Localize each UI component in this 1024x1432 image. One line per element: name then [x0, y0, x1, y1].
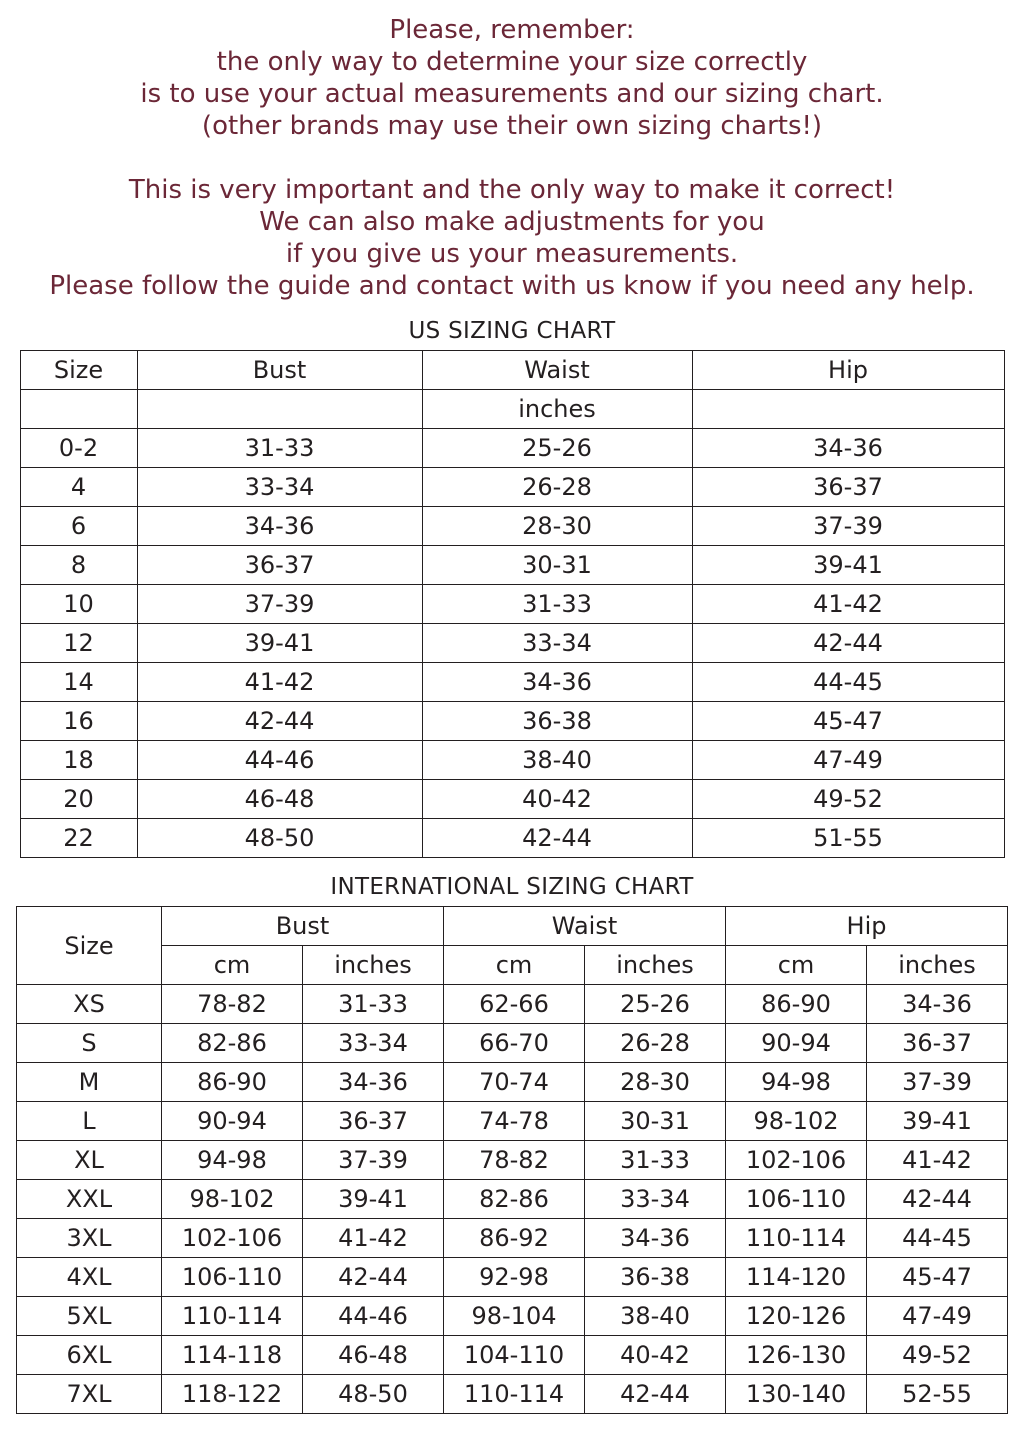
us-cell-size: 18	[20, 741, 137, 780]
us-cell-value: 48-50	[137, 819, 422, 858]
us-header-waist: Waist	[422, 351, 692, 390]
table-row	[16, 985, 1007, 1024]
intl-cell-value: 38-40	[584, 1297, 725, 1336]
intl-cell-value: 48-50	[302, 1375, 443, 1414]
intl-cell-value: 102-106	[161, 1219, 302, 1258]
intro-spacer	[0, 142, 1024, 174]
intl-cell-value: 102-106	[726, 1141, 867, 1180]
intl-cell-value: 74-78	[443, 1102, 584, 1141]
intl-cell-value: 62-66	[443, 985, 584, 1024]
intl-cell-value: 44-46	[302, 1297, 443, 1336]
intl-cell-value: 44-45	[867, 1219, 1008, 1258]
us-cell-value: 25-26	[422, 429, 692, 468]
intl-header-waist: Waist	[443, 907, 725, 946]
us-cell-value: 45-47	[692, 702, 1004, 741]
intl-cell-value: 36-37	[867, 1024, 1008, 1063]
us-sizing-table	[20, 350, 1005, 858]
intro-line: (other brands may use their own sizing charts!)	[201, 111, 823, 141]
table-row	[16, 1141, 1007, 1180]
us-cell-value: 42-44	[422, 819, 692, 858]
table-row	[20, 585, 1004, 624]
us-cell-size: 8	[20, 546, 137, 585]
us-cell-value: 31-33	[137, 429, 422, 468]
us-header-hip: Hip	[692, 351, 1004, 390]
intl-unit-hip-inches: inches	[867, 946, 1008, 985]
intl-chart-title: INTERNATIONAL SIZING CHART	[330, 874, 694, 900]
table-row	[20, 507, 1004, 546]
intl-header-hip: Hip	[726, 907, 1008, 946]
intl-cell-value: 98-102	[161, 1180, 302, 1219]
intl-cell-size: M	[16, 1063, 161, 1102]
intl-header-size: Size	[16, 907, 161, 985]
intl-cell-value: 41-42	[867, 1141, 1008, 1180]
intl-cell-value: 94-98	[161, 1141, 302, 1180]
us-unit-inches: inches	[422, 390, 692, 429]
intl-cell-value: 110-114	[726, 1219, 867, 1258]
us-cell-value: 26-28	[422, 468, 692, 507]
table-row	[20, 546, 1004, 585]
intl-cell-value: 40-42	[584, 1336, 725, 1375]
intl-table-unit-header-row	[16, 946, 1007, 985]
intro-line: This is very important and the only way to make it correct!	[128, 175, 896, 205]
us-cell-value: 31-33	[422, 585, 692, 624]
us-cell-size: 22	[20, 819, 137, 858]
us-cell-size: 4	[20, 468, 137, 507]
us-cell-value: 44-46	[137, 741, 422, 780]
us-cell-value: 33-34	[422, 624, 692, 663]
table-row	[20, 624, 1004, 663]
us-cell-size: 12	[20, 624, 137, 663]
us-cell-value: 30-31	[422, 546, 692, 585]
international-sizing-table	[16, 906, 1008, 1414]
us-cell-size: 6	[20, 507, 137, 546]
intl-cell-value: 66-70	[443, 1024, 584, 1063]
intl-cell-value: 86-90	[726, 985, 867, 1024]
intl-unit-hip-cm: cm	[726, 946, 867, 985]
table-row	[16, 1180, 1007, 1219]
intl-cell-value: 49-52	[867, 1336, 1008, 1375]
us-cell-value: 42-44	[137, 702, 422, 741]
intl-cell-value: 126-130	[726, 1336, 867, 1375]
intl-cell-size: 7XL	[16, 1375, 161, 1414]
intl-cell-value: 104-110	[443, 1336, 584, 1375]
intl-cell-value: 106-110	[726, 1180, 867, 1219]
intl-cell-value: 46-48	[302, 1336, 443, 1375]
intl-cell-size: 4XL	[16, 1258, 161, 1297]
table-row	[16, 1297, 1007, 1336]
intl-cell-value: 106-110	[161, 1258, 302, 1297]
intl-cell-value: 82-86	[161, 1024, 302, 1063]
table-row	[16, 1336, 1007, 1375]
table-row	[16, 1258, 1007, 1297]
intl-cell-value: 86-90	[161, 1063, 302, 1102]
table-row	[16, 1219, 1007, 1258]
table-row	[20, 702, 1004, 741]
us-cell-size: 16	[20, 702, 137, 741]
intl-cell-value: 34-36	[302, 1063, 443, 1102]
intl-cell-value: 120-126	[726, 1297, 867, 1336]
intl-cell-value: 41-42	[302, 1219, 443, 1258]
us-cell-value: 46-48	[137, 780, 422, 819]
intl-cell-size: 5XL	[16, 1297, 161, 1336]
us-cell-value: 34-36	[422, 663, 692, 702]
intl-cell-value: 130-140	[726, 1375, 867, 1414]
intl-cell-size: XXL	[16, 1180, 161, 1219]
intl-cell-size: 6XL	[16, 1336, 161, 1375]
intl-unit-waist-inches: inches	[584, 946, 725, 985]
us-cell-value: 47-49	[692, 741, 1004, 780]
intl-cell-value: 28-30	[584, 1063, 725, 1102]
intl-table-body	[16, 985, 1007, 1414]
table-row	[20, 741, 1004, 780]
us-cell-value: 34-36	[692, 429, 1004, 468]
intro-line: is to use your actual measurements and our sizing chart.	[140, 79, 884, 109]
us-unit-blank	[20, 390, 137, 429]
us-cell-size: 10	[20, 585, 137, 624]
intro-line: We can also make adjustments for you	[259, 207, 765, 237]
intro-line: Please follow the guide and contact with us know if you need any help.	[49, 271, 975, 301]
us-unit-row	[20, 390, 1004, 429]
intl-cell-value: 78-82	[443, 1141, 584, 1180]
us-cell-value: 39-41	[692, 546, 1004, 585]
us-header-bust: Bust	[137, 351, 422, 390]
us-cell-value: 42-44	[692, 624, 1004, 663]
intro-line: Please, remember:	[389, 15, 635, 45]
intro-line: the only way to determine your size correctly	[216, 47, 808, 77]
us-cell-size: 14	[20, 663, 137, 702]
us-cell-size: 0-2	[20, 429, 137, 468]
intl-cell-value: 110-114	[161, 1297, 302, 1336]
intl-table-group-header-row	[16, 907, 1007, 946]
table-row	[20, 819, 1004, 858]
us-cell-value: 51-55	[692, 819, 1004, 858]
intl-cell-size: XS	[16, 985, 161, 1024]
us-cell-value: 37-39	[137, 585, 422, 624]
intl-cell-value: 36-38	[584, 1258, 725, 1297]
intl-cell-value: 47-49	[867, 1297, 1008, 1336]
intl-cell-value: 114-118	[161, 1336, 302, 1375]
intl-cell-value: 70-74	[443, 1063, 584, 1102]
intl-unit-bust-inches: inches	[302, 946, 443, 985]
table-row	[20, 429, 1004, 468]
table-row	[20, 663, 1004, 702]
us-cell-value: 39-41	[137, 624, 422, 663]
intl-cell-value: 42-44	[302, 1258, 443, 1297]
us-cell-value: 34-36	[137, 507, 422, 546]
us-cell-value: 41-42	[692, 585, 1004, 624]
us-chart-title: US SIZING CHART	[408, 318, 616, 344]
intl-cell-value: 39-41	[302, 1180, 443, 1219]
intl-cell-value: 98-104	[443, 1297, 584, 1336]
table-row	[16, 1102, 1007, 1141]
us-cell-value: 41-42	[137, 663, 422, 702]
intl-cell-value: 90-94	[161, 1102, 302, 1141]
intl-cell-size: XL	[16, 1141, 161, 1180]
intl-cell-value: 98-102	[726, 1102, 867, 1141]
us-table-header-row	[20, 351, 1004, 390]
us-cell-value: 28-30	[422, 507, 692, 546]
table-row	[20, 468, 1004, 507]
us-cell-value: 37-39	[692, 507, 1004, 546]
us-cell-value: 36-37	[137, 546, 422, 585]
intl-unit-waist-cm: cm	[443, 946, 584, 985]
intl-cell-value: 36-37	[302, 1102, 443, 1141]
table-row	[16, 1375, 1007, 1414]
us-cell-value: 38-40	[422, 741, 692, 780]
us-cell-value: 40-42	[422, 780, 692, 819]
us-cell-value: 33-34	[137, 468, 422, 507]
intl-cell-value: 45-47	[867, 1258, 1008, 1297]
intl-cell-size: S	[16, 1024, 161, 1063]
intl-cell-value: 31-33	[302, 985, 443, 1024]
intl-cell-value: 31-33	[584, 1141, 725, 1180]
intl-header-bust: Bust	[161, 907, 443, 946]
intl-cell-value: 52-55	[867, 1375, 1008, 1414]
intl-cell-value: 78-82	[161, 985, 302, 1024]
us-cell-size: 20	[20, 780, 137, 819]
intl-cell-value: 25-26	[584, 985, 725, 1024]
intl-cell-value: 114-120	[726, 1258, 867, 1297]
intl-cell-value: 30-31	[584, 1102, 725, 1141]
intl-cell-value: 94-98	[726, 1063, 867, 1102]
intl-cell-value: 92-98	[443, 1258, 584, 1297]
intl-cell-value: 42-44	[867, 1180, 1008, 1219]
intl-cell-value: 110-114	[443, 1375, 584, 1414]
intl-cell-value: 37-39	[867, 1063, 1008, 1102]
intl-cell-value: 34-36	[584, 1219, 725, 1258]
intl-cell-value: 26-28	[584, 1024, 725, 1063]
table-row	[20, 780, 1004, 819]
intl-cell-value: 90-94	[726, 1024, 867, 1063]
table-row	[16, 1063, 1007, 1102]
us-unit-blank	[137, 390, 422, 429]
intl-unit-bust-cm: cm	[161, 946, 302, 985]
us-cell-value: 36-38	[422, 702, 692, 741]
us-unit-blank	[692, 390, 1004, 429]
table-row	[16, 1024, 1007, 1063]
intl-cell-size: L	[16, 1102, 161, 1141]
us-table-body	[20, 390, 1004, 858]
intl-cell-value: 118-122	[161, 1375, 302, 1414]
intl-cell-value: 86-92	[443, 1219, 584, 1258]
intl-cell-value: 39-41	[867, 1102, 1008, 1141]
intl-cell-value: 42-44	[584, 1375, 725, 1414]
intl-cell-value: 34-36	[867, 985, 1008, 1024]
us-cell-value: 36-37	[692, 468, 1004, 507]
intro-text-block	[0, 0, 1024, 302]
intro-line: if you give us your measurements.	[285, 239, 739, 269]
intl-cell-value: 37-39	[302, 1141, 443, 1180]
us-cell-value: 49-52	[692, 780, 1004, 819]
us-cell-value: 44-45	[692, 663, 1004, 702]
us-header-size: Size	[20, 351, 137, 390]
intl-cell-size: 3XL	[16, 1219, 161, 1258]
intl-cell-value: 33-34	[302, 1024, 443, 1063]
intl-cell-value: 82-86	[443, 1180, 584, 1219]
intl-cell-value: 33-34	[584, 1180, 725, 1219]
